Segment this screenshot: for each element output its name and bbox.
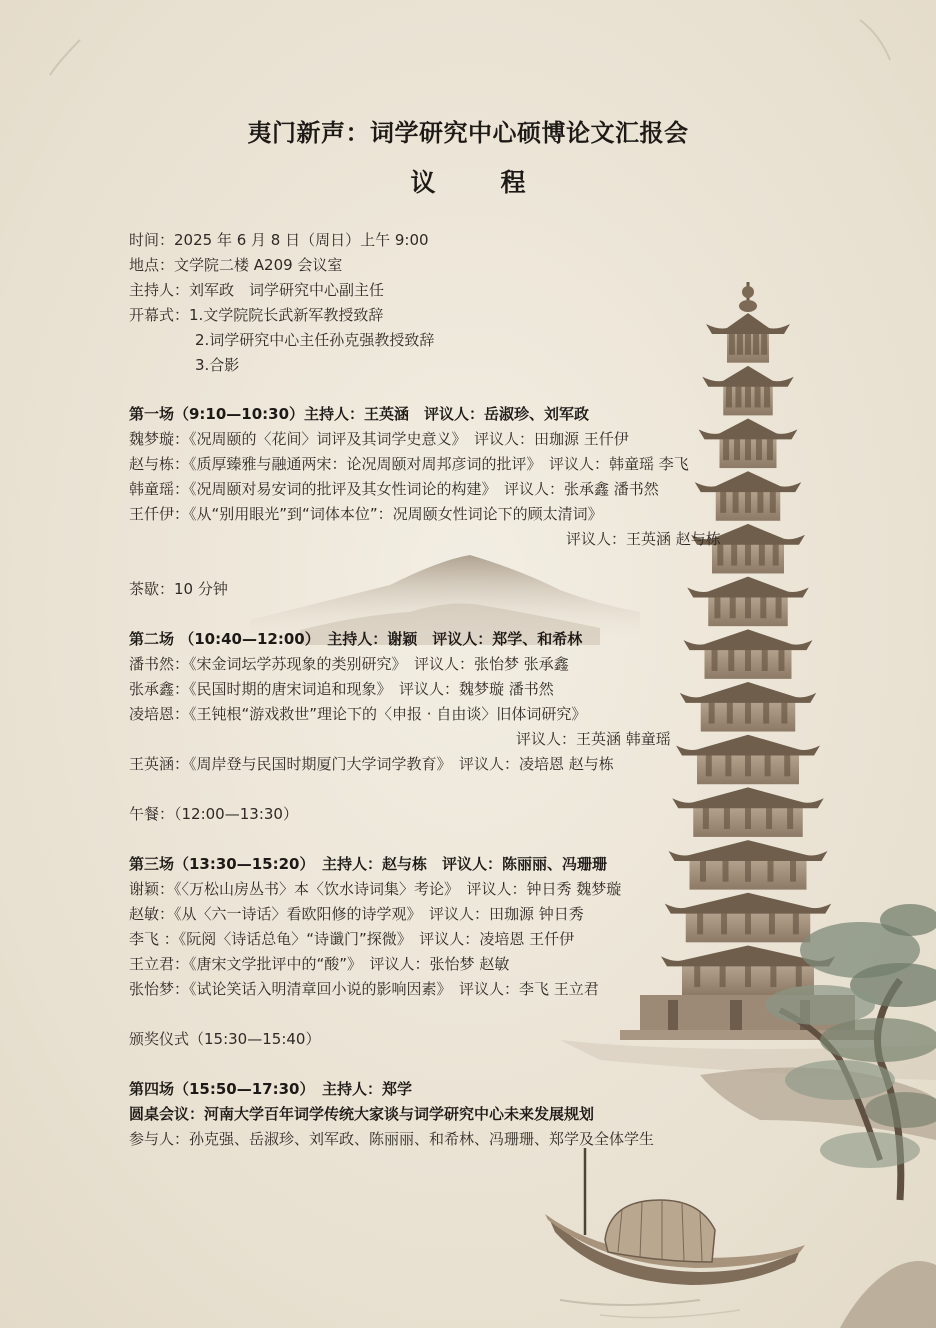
session-1-talk: 韩童瑶：《况周颐对易安词的批评及其女性词论的构建》 评议人：张承鑫 潘书然 [129, 480, 659, 498]
meeting-place: 地点：文学院二楼 A209 会议室 [129, 256, 343, 274]
session-3-header: 第三场（13:30—15:20） 主持人：赵与栋 评议人：陈丽丽、冯珊珊 [129, 855, 607, 873]
session-2-talk-reviewers: 评议人：王英涵 韩童瑶 [516, 730, 671, 748]
session-1-talk: 王仟伊：《从“别用眼光”到“词体本位”：况周颐女性词论下的顾太清词》 [129, 505, 603, 523]
session-2-talk: 王英涵：《周岸登与民国时期厦门大学词学教育》 评议人：凌培恩 赵与栋 [129, 755, 614, 773]
session-3-talk: 张怡梦：《试论笑话入明清章回小说的影响因素》 评议人：李飞 王立君 [129, 980, 599, 998]
document-title: 夷门新声：词学研究中心硕博论文汇报会 [247, 118, 689, 147]
session-2-talk: 凌培恩：《王钝根“游戏救世”理论下的〈申报 · 自由谈〉旧体词研究》 [129, 705, 587, 723]
session-3-talk: 赵敏：《从〈六一诗话〉看欧阳修的诗学观》 评议人：田珈源 钟日秀 [129, 905, 584, 923]
roundtable-topic: 圆桌会议：河南大学百年词学传统大家谈与词学研究中心未来发展规划 [129, 1105, 595, 1123]
opening-ceremony-item-1: 开幕式：1.文学院院长武新军教授致辞 [129, 306, 384, 324]
session-2-talk: 张承鑫：《民国时期的唐宋词追和现象》 评议人：魏梦璇 潘书然 [129, 680, 554, 698]
session-2-talk: 潘书然：《宋金词坛学苏现象的类别研究》 评议人：张怡梦 张承鑫 [129, 655, 569, 673]
tea-break: 茶歇：10 分钟 [129, 580, 228, 598]
session-3-talk: 李飞 ：《阮阅〈诗话总龟〉“诗谶门”探微》 评议人：凌培恩 王仟伊 [129, 930, 575, 948]
session-1-talk-reviewers: 评议人：王英涵 赵与栋 [566, 530, 721, 548]
meeting-time: 时间：2025 年 6 月 8 日（周日）上午 9:00 [129, 231, 429, 249]
session-3-talk: 王立君：《唐宋文学批评中的“酸”》 评议人：张怡梦 赵敏 [129, 955, 510, 973]
document-subtitle: 议 程 [410, 168, 546, 197]
roundtable-participants: 参与人：孙克强、岳淑珍、刘军政、陈丽丽、和希林、冯珊珊、郑学及全体学生 [129, 1130, 655, 1148]
session-1-talk: 魏梦璇：《况周颐的〈花间〉词评及其词学史意义》 评议人：田珈源 王仟伊 [129, 430, 629, 448]
opening-ceremony-item-2: 2.词学研究中心主任孙克强教授致辞 [195, 331, 435, 349]
opening-ceremony-item-3: 3.合影 [195, 356, 240, 374]
session-3-talk: 谢颖：《〈万松山房丛书〉本〈饮水诗词集〉考论》 评议人：钟日秀 魏梦璇 [129, 880, 622, 898]
meeting-host: 主持人：刘军政 词学研究中心副主任 [129, 281, 385, 299]
session-4-header: 第四场（15:50—17:30） 主持人：郑学 [129, 1080, 412, 1098]
award-ceremony: 颁奖仪式（15:30—15:40） [129, 1030, 321, 1048]
session-1-talk: 赵与栋：《质厚臻雅与融通两宋：论况周颐对周邦彦词的批评》 评议人：韩童瑶 李飞 [129, 455, 689, 473]
lunch-break: 午餐：（12:00—13:30） [129, 805, 298, 823]
session-2-header: 第二场 （10:40—12:00） 主持人：谢颖 评议人：郑学、和希林 [129, 630, 583, 648]
session-1-header: 第一场（9:10—10:30）主持人：王英涵 评议人：岳淑珍、刘军政 [129, 405, 590, 423]
